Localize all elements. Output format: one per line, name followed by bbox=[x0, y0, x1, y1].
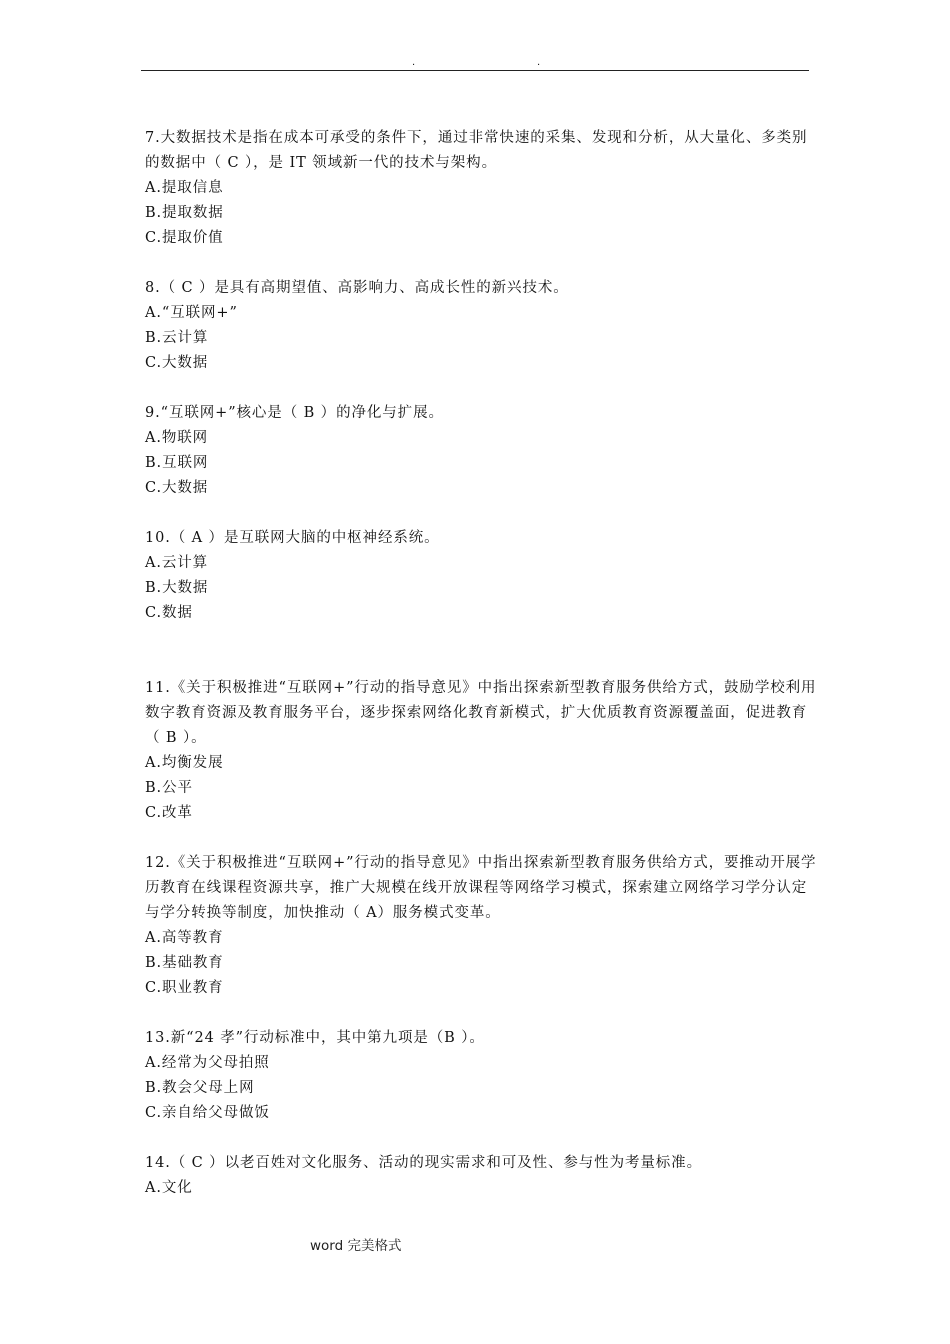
page-footer: word 完美格式 bbox=[310, 1238, 402, 1254]
option-b: B.互联网 bbox=[145, 455, 209, 471]
option-b: B.公平 bbox=[145, 780, 193, 796]
question-14 bbox=[145, 1151, 817, 1201]
option-a: A.云计算 bbox=[145, 555, 209, 571]
option-a: A.文化 bbox=[145, 1180, 193, 1196]
question-stem: 13.新“24 孝”行动标准中，其中第九项是（B ）。 bbox=[145, 1030, 485, 1046]
question-12 bbox=[145, 851, 817, 1001]
question-stem: 14.（ C ）以老百姓对文化服务、活动的现实需求和可及性、参与性为考量标准。 bbox=[145, 1155, 702, 1171]
question-13 bbox=[145, 1026, 817, 1126]
option-b: B.提取数据 bbox=[145, 205, 224, 221]
option-b: B.大数据 bbox=[145, 580, 209, 596]
header-rule bbox=[141, 70, 809, 71]
question-stem: 12.《关于积极推进“互联网+”行动的指导意见》中指出探索新型教育服务供给方式，要推动开展学历教育在线课程资源共享，推广大规模在线开放课程等网络学习模式，探索建立网络学习学分认定与学分转换等制度，加快推动（ A）服务模式变革。 bbox=[145, 855, 817, 921]
header-dot-left: . bbox=[412, 57, 416, 68]
option-a: A.均衡发展 bbox=[145, 755, 224, 771]
page-header bbox=[0, 58, 950, 70]
question-stem: 8.（ C ）是具有高期望值、高影响力、高成长性的新兴技术。 bbox=[145, 280, 569, 296]
question-10 bbox=[145, 526, 817, 626]
question-list bbox=[145, 126, 817, 1201]
option-c: C.职业教育 bbox=[145, 980, 224, 996]
option-a: A.提取信息 bbox=[145, 180, 224, 196]
question-stem: 9.“互联网+”核心是（ B ）的净化与扩展。 bbox=[145, 405, 444, 421]
option-c: C.提取价值 bbox=[145, 230, 224, 246]
option-c: C.亲自给父母做饭 bbox=[145, 1105, 270, 1121]
question-stem: 7.大数据技术是指在成本可承受的条件下，通过非常快速的采集、发现和分析，从大量化、多类别的数据中（ C ），是 IT 领域新一代的技术与架构。 bbox=[145, 130, 808, 171]
question-8 bbox=[145, 276, 817, 376]
option-b: B.云计算 bbox=[145, 330, 209, 346]
option-a: A.经常为父母拍照 bbox=[145, 1055, 270, 1071]
option-a: A.物联网 bbox=[145, 430, 209, 446]
option-a: A.高等教育 bbox=[145, 930, 224, 946]
option-c: C.大数据 bbox=[145, 480, 209, 496]
question-7 bbox=[145, 126, 817, 251]
option-b: B.教会父母上网 bbox=[145, 1080, 255, 1096]
question-9 bbox=[145, 401, 817, 501]
option-c: C.数据 bbox=[145, 605, 193, 621]
option-c: C.大数据 bbox=[145, 355, 209, 371]
question-11 bbox=[145, 676, 817, 826]
question-stem: 11.《关于积极推进“互联网+”行动的指导意见》中指出探索新型教育服务供给方式，鼓励学校利用数字教育资源及教育服务平台，逐步探索网络化教育新模式，扩大优质教育资源覆盖面，促进教育（ B ）。 bbox=[145, 680, 817, 746]
question-stem: 10.（ A ）是互联网大脑的中枢神经系统。 bbox=[145, 530, 440, 546]
option-c: C.改革 bbox=[145, 805, 193, 821]
header-dot-right: . bbox=[537, 57, 541, 68]
option-a: A.“互联网+” bbox=[145, 305, 238, 321]
option-b: B.基础教育 bbox=[145, 955, 224, 971]
